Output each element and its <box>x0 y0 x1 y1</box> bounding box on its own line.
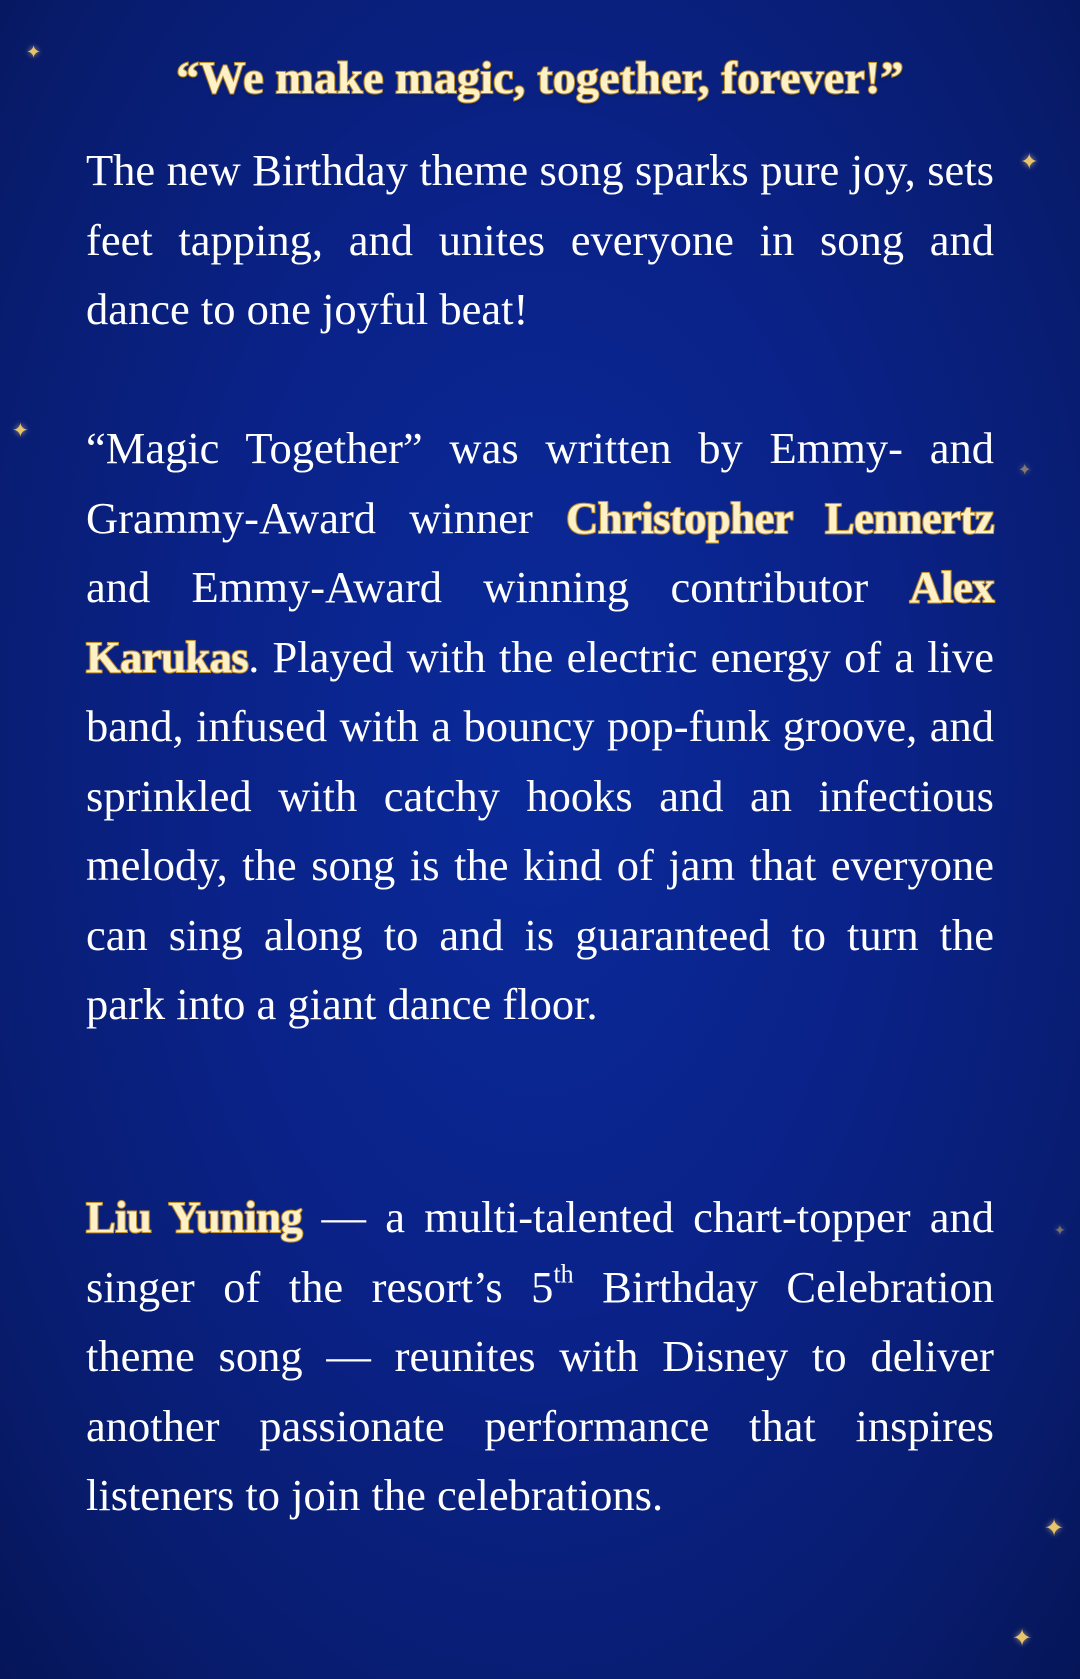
sparkle-icon: ✦ <box>1054 1223 1066 1239</box>
paragraph-songwriters-middle: and Emmy-Award winning contributor <box>86 562 910 612</box>
ordinal-suffix: th <box>553 1259 574 1288</box>
sparkle-icon: ✦ <box>1044 1514 1065 1542</box>
sparkle-icon: ✦ <box>12 418 29 442</box>
name-christopher-lennertz: Christopher Lennertz <box>566 492 994 543</box>
sparkle-icon: ✦ <box>1012 1624 1033 1652</box>
paragraph-theme-song-text: The new Birthday theme song sparks pure joy, sets feet tapping, and unites everyone in song and dance to one joyful beat! <box>86 145 994 334</box>
paragraph-singer-intro: — a multi-talented chart-topper and singer of the resort’s 5 <box>86 1192 994 1312</box>
paragraph-singer-body: Birthday Celebration theme song — reunites with Disney to deliver another passionate performance that inspires listeners to join the celebrations. <box>86 1261 994 1520</box>
paragraph-songwriters-body: . Played with the electric energy of a live band, infused with a bouncy pop-funk groove, and sprinkled with catchy hooks and an infectious melody, the song is the kind of jam that everyone can sing along to and is guaranteed to turn the park into a giant dance floor. <box>86 631 994 1029</box>
paragraph-theme-song <box>86 136 994 345</box>
paragraph-singer <box>86 1183 994 1531</box>
name-liu-yuning: Liu Yuning <box>86 1192 303 1242</box>
sparkle-icon: ✦ <box>1020 150 1039 175</box>
sparkle-icon: ✦ <box>26 42 42 63</box>
paragraph-songwriters-intro: “Magic Together” was written by Emmy- and Grammy-Award winner <box>86 423 994 543</box>
quote-heading: “We make magic, together, forever!” <box>176 52 904 103</box>
name-alex-karukas: Alex Karukas <box>86 562 994 682</box>
paragraph-songwriters <box>86 414 994 1040</box>
sparkle-icon: ✦ <box>1018 460 1032 479</box>
